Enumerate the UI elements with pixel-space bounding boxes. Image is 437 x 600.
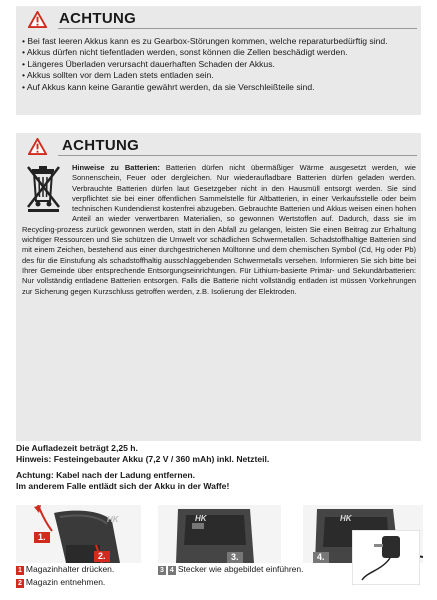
brand-logo: HK [195,514,207,523]
step-label-1: 1. [34,527,52,545]
caption-step-2: 2 Magazin entnehmen. [18,577,106,587]
caption-press-holder: Magazinhalter drücken. [25,564,115,574]
list-item: • Bei fast leeren Akkus kann es zu Gearbox-Störungen kommen, welche reparaturbedürftig sind. [22,36,421,47]
battery-note: Hinweis: Festeingebauter Akku (7,2 V / 360 mAh) inkl. Netzteil. [16,454,270,464]
list-item: • Akkus dürfen nicht tiefentladen werden, sonst können die Zellen beschädigt werden. [22,47,421,58]
cable-warning: Achtung: Kabel nach der Ladung entfernen. [16,470,196,480]
battery-disposal-text [22,163,416,297]
warning-title: ACHTUNG [59,10,137,27]
warning-bullet-list [16,36,421,93]
step-label-2: 2. [94,546,112,564]
charging-info [16,443,421,492]
warning-panel-battery-disposal [16,133,421,441]
brand-logo: HK [107,515,119,524]
warning-header [16,133,421,159]
caption-insert-plug: Stecker wie abgebildet einführen. [177,564,304,574]
list-item: • Auf Akkus kann keine Garantie gewährt werden, da sie Verschleißteile sind. [22,82,421,93]
warning-panel-battery-care [16,6,421,115]
battery-notes-body: Batterien dürfen nicht übermäßiger Wärme ausgesetzt werden, wie Sonnenschein, Feuer oder dergleichen. Nur wiederaufladbare Batterien dürfen geladen werden. Verbrauchte Batterien dürfen laut Gesetzgeber nicht in den Hausmüll entsorgt werden. Sie sind verpflichtet sie bei einer öffentlichen Sammelstelle für Altbatterien, in einer Verkaufsstelle oder beim technischen Kundendienst kostenfrei abzugeben. Gebrauchte Batterien und Akkus weisen einen hohen Anteil an wieder verwertbaren Materialien, so gewonnen Wertstoffen auf. Dadurch, dass sie im Recycling-prozess zurück gewonnen werden, statt in den Abfall zu gelangen, leisten Sie einen Beitrag zur Erhaltung wichtiger Ressourcen und Sie schützen die Umwelt vor schädlichen Schwermetallen. Schadstoffhaltige Batterien sind mit einem Zeichen, bestehend aus einer durchgestrichenen Mülltonne und dem chemischen Symbol (Cd, Hg oder Pb) des für die Einstufung als schadstoffhaltig ausschlaggebenden Schwermetalls versehen. Informieren Sie sich bitte bei Ihrer Gemeinde über entsprechende Entsorgungseinrichtungen. Für Lithium-basierte Primär- und Sekundärbatterien: Nur vollständig entladene Batterien entsorgen. Falls die Batterie nicht vollständig entladen ist müssen Vorkehrungen zur Sicherung gegen Kurzschluss getroffen werden, z.B. Isolierung der Elektroden. [22,163,416,296]
caption-step-3-4: 3 4 Stecker wie abgebildet einführen. [160,564,304,574]
warning-triangle-icon [28,11,47,28]
discharge-warning: Im anderem Falle entlädt sich der Akku in der Waffe! [16,481,230,491]
divider [58,155,417,156]
step-label-3: 3. [227,547,245,565]
caption-step-1: 1 Magazinhalter drücken. [18,564,115,574]
charger-image [352,530,420,585]
caption-remove-magazine: Magazin entnehmen. [25,577,106,587]
step-image-connector [158,505,281,563]
warning-header [16,6,421,32]
step-label-4: 4. [313,547,331,565]
battery-notes-heading: Hinweise zu Batterien: [72,163,160,172]
list-item: • Längeres Überladen verursacht dauerhaften Schaden der Akkus. [22,59,421,70]
warning-triangle-icon [28,138,47,155]
charging-time: Die Aufladezeit beträgt 2,25 h. [16,443,138,453]
brand-logo: HK [340,514,352,523]
divider [58,28,417,29]
warning-title: ACHTUNG [62,137,140,154]
list-item: • Akkus sollten vor dem Laden stets entladen sein. [22,70,421,81]
